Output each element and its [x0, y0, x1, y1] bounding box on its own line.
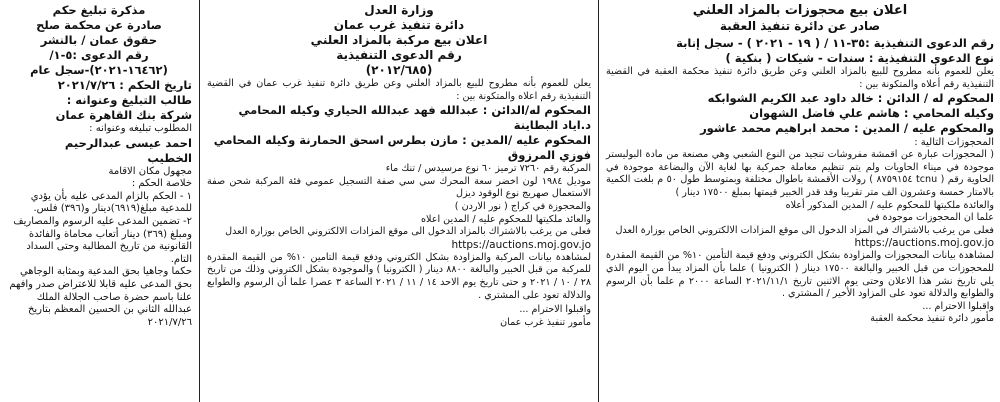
location-note: علما ان المحجوزات موجودة في	[867, 212, 994, 224]
creditor: المحكوم له/الدائن : عبدالله فهد عبدالله الحياري وكيله المحامي د.اياد البطاينة	[238, 103, 591, 133]
recipient-label: المطلوب تبليغه وعنوانه :	[89, 123, 192, 134]
recipient-name: احمد عيسى عبدالرحيم	[64, 135, 192, 150]
notice-title: مذكرة تبليغ حكم	[52, 3, 146, 17]
auction-details: لمشاهدة بيانات المحجوزات والمزاودة بشكل الكتروني ودفع قيمة التأمين ١٠% من القيمة المقدرة للمحجوزات من قبل الخبير والبالغة ١٧٥٠٠ دينار ( الكترونيا ) علما بأن المزاد يبدأ من اليوم الذي يلي تاريخ نشر هذا الاعلان وحتى يوم الاثنين تاريخ ٢٠٢١/١١/١ الساعة ٢٠٠٠ م علما بأن الرسوم والطوابع والدلالة تعود على المزاود الأخير / المشتري .	[606, 250, 994, 300]
vehicle-model: موديل ١٩٨٤ لون اخضر سعة المحرك سي سي صفة التسجيل عمومي فئة المركبة شحن صفة الاستعمال صهريج نوع الوقود ديزل	[207, 175, 591, 200]
requester-label: طالب التبليغ وعنوانه :	[66, 93, 192, 107]
participation-note: فعلى من يرغب بالاشتراك في المزاد الدخول الى موقع المزادات الالكتروني الخاص بوزارة العدل	[615, 224, 994, 236]
case-label: رقم الدعوى التنفيذية	[336, 48, 462, 62]
case-number: رقم الدعوى :٥-١/	[49, 48, 149, 62]
ad-judgment-notice	[0, 0, 198, 402]
judgment-clause-2: ٢- تضمين المدعى عليه الرسوم والمصاريف ومبلغ (٣٦٩) دينار أتعاب محاماة والفائدة القانونية من تاريخ المطالبة وحتى السداد التام.	[13, 215, 192, 265]
ownership-note: والعائدة ملكيتها للمحكوم عليه / المدين المذكور أعلاه	[785, 199, 994, 211]
ownership-note: والعائد ملكيتها للمحكوم عليه / المدين اعلاه	[420, 213, 591, 225]
summary-label: خلاصة الحكم :	[131, 178, 192, 190]
debtor: المحكوم عليه /المدين : مازن بطرس اسحق الحمارنة وكيله المحامي فوزي المرزوق	[213, 133, 591, 163]
vehicle-info: المركبة رقم ٧٢٦٠ ترميز ٦٠ نوع مرسيدس / تنك ماء	[385, 163, 591, 175]
department-title: دائرة تنفيذ غرب عمان	[333, 18, 465, 32]
ad-title: اعلان بيع محجوزات بالمزاد العلني	[692, 3, 908, 18]
auction-url: https://auctions.moj.gov.jo	[854, 237, 994, 250]
participation-note: فعلى من يرغب بالاشتراك بالمزاد الدخول الى موقع المزادات الالكتروني الخاص بوزارة العدل	[225, 226, 591, 238]
case-type: نوع الدعوى التنفيذية : سندات - شيكات ( بنكية )	[725, 51, 994, 65]
debtor: والمحكوم عليه / المدين : محمد ابراهيم محمد عاشور	[700, 121, 994, 136]
creditor: المحكوم له / الدائن : خالد داود عبد الكريم الشوابكه	[707, 91, 994, 106]
court-branch: حقوق عمان / بالنشر	[40, 33, 158, 47]
case-number: (٢٠١٢/٦٨٥)	[365, 63, 433, 77]
intro-text: يعلن للعموم بأنه مطروح للبيع بالمزاد العلني وعن طريق دائرة تنفيذ محكمة العقبة في القضية التنفيذية رقم أعلاه والمتكونة بين :	[606, 66, 994, 90]
judgment-clause-1: ١ - الحكم بالزام المدعى عليه بأن يؤدي للمدعية مبلغ(٦٩١٩)دينار و(٣٩٦) فلس.	[30, 190, 192, 215]
ad-title: اعلان بيع مركبة بالمزاد العلني	[310, 33, 488, 47]
signature: مأمور تنفيذ غرب عمان	[500, 316, 591, 328]
auction-details: لمشاهدة بيانات المركبة والمزاودة بشكل الكتروني ودفع قيمة التامين ١٠% من القيمة المقدرة للمركبة من قبل الخبير والبالغة ٨٨٠٠ دينار ( الكترونيا ) والموجودة بشكل الكتروني وذلك من تاريخ ٢٨ / ١٠ / ٢٠٢١ و حتى تاريخ يوم الاحد ١٤ / ١١ / ٢٠٢١ الساعة ٣ عصرا علما أن الرسوم والطوابع والدلالة تعود على المشتري .	[207, 251, 591, 301]
column-divider	[199, 0, 200, 402]
vehicle-location: والمحجوزة في كراج ( نور الاردن )	[454, 200, 591, 212]
items-label: المحجوزات التالية :	[914, 137, 994, 149]
auction-url: https://auctions.moj.gov.jo	[451, 238, 591, 251]
column-divider	[598, 0, 599, 402]
signature: مأمور دائرة تنفيذ محكمة العقبة	[870, 313, 994, 325]
ministry-title: وزارة العدل	[364, 3, 434, 17]
intro-text: يعلن للعموم بأنه مطروح للبيع بالمزاد العلني وعن طريق دائرة تنفيذ غرب عمان في القضية التنفيذية رقم اعلاه والمتكونة بين :	[207, 78, 591, 102]
items-description: ( المحجوزات عبارة عن اقمشة مفروشات تنجيد من النوع الشعبي وهي مصنعة من مادة البوليستر موجودة في ميناء الحاويات ولم يتم تنظيم معاملة جمركية بها لغاية الآن والبضاعة موجودة في الحاوية رقم ( tcnu ٨٧٥٩١٥٤ ) رولات الأقمشة باطوال مختلفة وبمتوسط طول ٥٠ م بلغت الكمية بالامتار خمسة وعشرون الف متر تقريبا وقد قدر الخبير قيمتها بمبلغ ١٧٥٠٠ دينار )	[606, 149, 994, 198]
court-name: صادرة عن محكمة صلح	[36, 18, 162, 32]
ad-vehicle-auction-west-amman	[201, 0, 597, 402]
requester: شركة بنك القاهرة عمان	[55, 108, 192, 122]
ad-auction-aqaba	[600, 0, 1000, 402]
judgment-date: تاريخ الحكم : ٢٠٢١/٧/٢٦	[57, 78, 192, 92]
closing: واقبلوا الاحترام ...	[519, 304, 591, 316]
lawyer: وكيله المحامي : هاشم علي فاضل الشهوان	[749, 106, 994, 121]
judgment-clause-3: حكما وجاهيا بحق المدعية وبمثابة الوجاهي بحق المدعى عليه قابلا للاعتراض صدر وافهم علنا باسم حضرة صاحب الجلالة الملك عبدالله الثاني بن الحسين المعظم بتاريخ ٢٠٢١/٧/٢٦	[9, 266, 192, 328]
ad-subtitle: صادر عن دائرة تنفيذ العقبة	[719, 19, 881, 33]
recipient-address: مجهول مكان الاقامة	[108, 165, 192, 177]
closing: واقبلوا الاحترام ...	[922, 300, 994, 312]
case-number: رقم الدعوى التنفيذية :٣٥-١١ / ( ١٩ - ٢٠٢١ ) - سجل إنابة	[676, 36, 994, 50]
case-year: (١٦٤٦٢-٢٠٢١)-سجل عام	[30, 63, 168, 77]
recipient-name-cont: الخطيب	[147, 150, 192, 165]
